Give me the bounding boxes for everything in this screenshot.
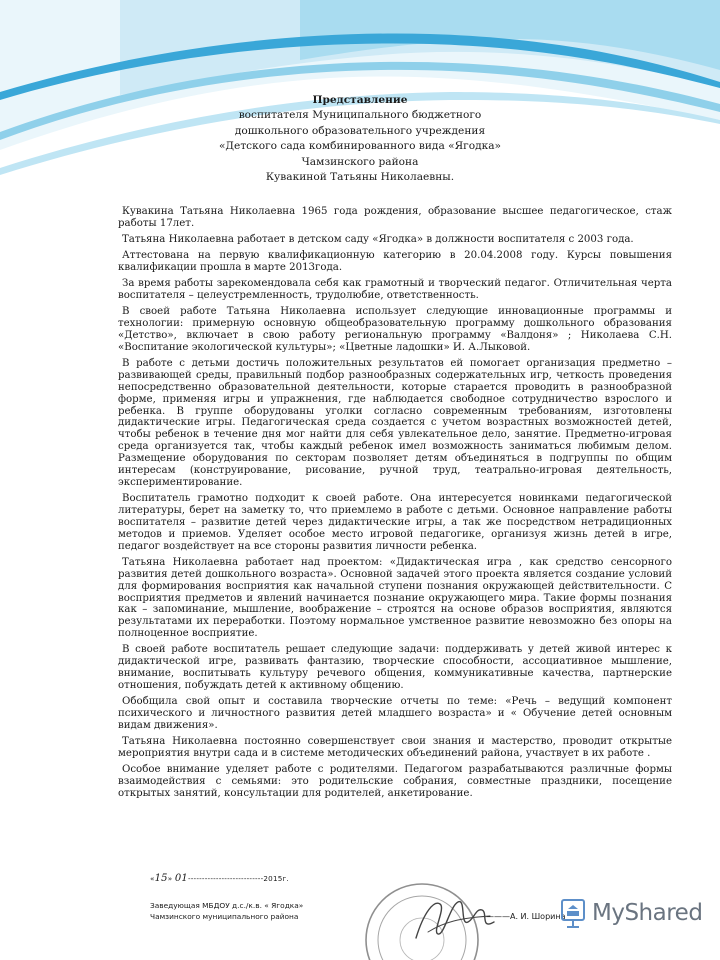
document-title-block [160,93,560,185]
paragraph: За время работы зарекомендовала себя как грамотный и творческий педагог. Отличительная черта воспитателя – целеустремленность, трудолюбие, ответственность. [118,278,672,301]
paragraph: Аттестована на первую квалификационную категорию в 20.04.2008 году. Курсы повышения квалификации прошла в марте 2013года. [118,250,672,273]
date-day: 15 [154,873,168,884]
document-body [118,206,672,804]
signature-date [150,873,289,884]
signature-block [150,870,610,960]
title-line: Кувакиной Татьяны Николаевны. [265,171,455,184]
paragraph: Особое внимание уделяет работе с родителями. Педагогом разрабатываются различные формы взаимодействия с семьями: это родительские собрания, совместные праздники, посещение открытых занятий, консультации для родителей, анкетирование. [118,764,672,799]
date-year: 2015г. [263,874,289,883]
myshared-watermark-text: MyShared [592,900,703,926]
paragraph: Татьяна Николаевна постоянно совершенствует свои знания и мастерство, проводит открытые мероприятия внутри сада и в системе методических объединений района, участвует в их работе . [118,736,672,759]
paragraph: Татьяна Николаевна работает над проектом: «Дидактическая игра , как средство сенсорного развития детей дошкольного возраста». Основной задачей этого проекта является создание условий для формирования восприятия как начальной ступени познания окружающей действительности. С восприятия предметов и явлений начинается познание окружающего мира. Такие формы познания как – запоминание, мышление, воображение – строятся на основе образов восприятия, являются результатами их переработки. Поэтому нормальное умственное развитие невозможно без опоры на полноценное восприятие. [118,556,672,640]
document-title: Представление [312,94,408,106]
paragraph: В своей работе Татьяна Николаевна использует следующие инновационные программы и технологии: примерную основную общеобразовательную программу дошкольного образования «Детство», включает в свою работу региональную программу «Валдоня» ; Николаева С.Н. «Воспитание экологической культуры»; «Цветные ладошки» И. А.Лыковой. [118,306,672,353]
date-quote-close: » [167,874,173,883]
paragraph: Обобщила свой опыт и составила творческие отчеты по теме: «Речь – ведущий компонент психического и личностного развития детей младшего возраста» и « Обучение детей основным видам движения». [118,696,672,731]
title-line: Чамзинского района [301,155,419,168]
signer-organization: Чамзинского муниципального района [150,912,299,921]
myshared-watermark [560,897,702,929]
title-line: «Детского сада комбинированного вида «Ягодка» [218,140,502,153]
myshared-logo-icon [560,897,586,929]
paragraph: В своей работе воспитатель решает следующие задачи: поддерживать у детей живой интерес к дидактической игре, развивать фантазию, творческие способности, ассоциативное мышление, внимание, воспитывать культуру речевого общения, коммуникативные качества, партнерские отношения, побуждать детей к активному общению. [118,644,672,692]
title-line: воспитателя Муниципального бюджетного [238,109,482,122]
signer-name: ————А. И. Шорина [478,912,566,921]
handwritten-signature-icon [410,892,500,950]
paragraph: В работе с детьми достичь положительных результатов ей помогает организация предметно – развивающей среды, правильный подбор разнообразных содержательных игр, четкость проведения непосредственно образовательной деятельности, которые старается проводить в разнообразной форме, применяя игры и упражнения, где наблюдается свободное сотрудничество взрослого и ребенка. В группе оборудованы уголки согласно современным требованиям, изготовлены дидактические игры. Педагогическая среда создается с учетом возрастных возможностей детей, чтобы ребенок в течение дня мог найти для себя увлекательное дело, занятие. Предметно-игровая среда организуется так, чтобы каждый ребенок имел возможность заниматься любимым делом. Размещение оборудования по секторам позволяет детям объединяться в подгруппы по общим интересам (конструирование, рисование, ручной труд, театрально-игровая деятельность, экспериментирование. [118,357,672,488]
paragraph: Воспитатель грамотно подходит к своей работе. Она интересуется новинками педагогической литературы, берет на заметку то, что приемлемо в работе с детьми. Основное направление работы воспитателя – развитие детей через дидактические игры, а так же посредством нетрадиционных методов и приемов. Уделяет особое место игровой педагогике, организуя жизнь детей в игре, педагог воздействует на все стороны развития личности ребенка. [118,493,672,552]
paragraph: Татьяна Николаевна работает в детском саду «Ягодка» в должности воспитателя с 2003 года. [122,234,634,245]
date-month: 01 [174,873,188,884]
paragraph: Кувакина Татьяна Николаевна 1965 года рождения, образование высшее педагогическое, стаж работы 17лет. [118,206,672,229]
signer-name-text: А. И. Шорина [510,912,566,921]
date-underline: --------------------------- [187,874,264,883]
signer-position: Заведующая МБДОУ д.с./к.в. « Ягодка» [150,901,304,910]
date-quote-open: « [150,874,155,883]
title-line: дошкольного образовательного учреждения [234,124,486,137]
